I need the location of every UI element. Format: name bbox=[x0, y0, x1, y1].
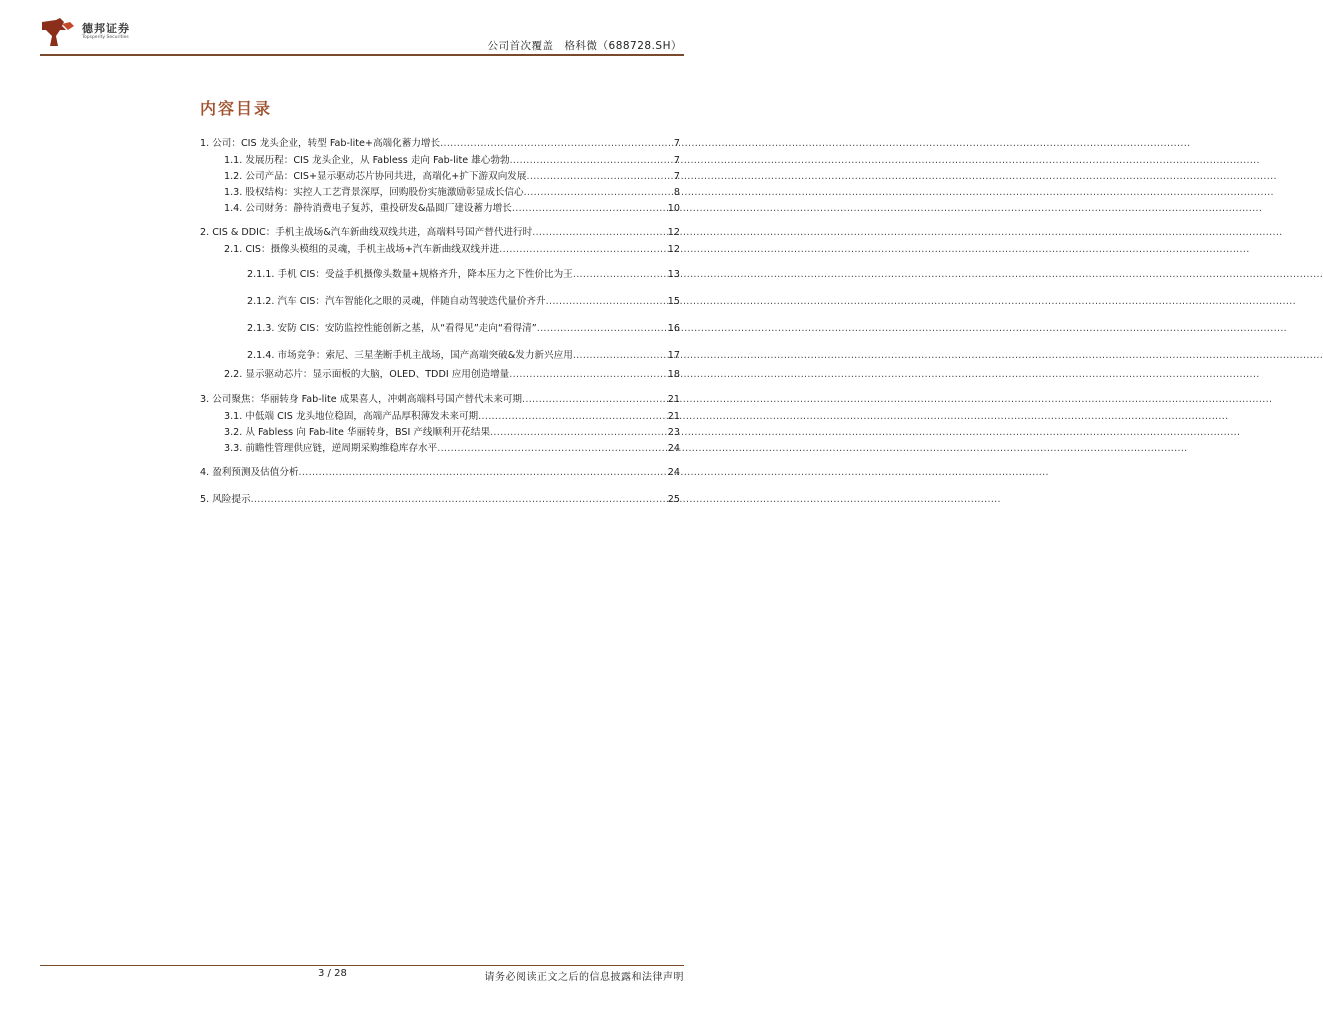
toc-leader-dots bbox=[437, 442, 667, 455]
toc-leader-dots bbox=[573, 349, 667, 362]
toc-entry-page: 23 bbox=[667, 427, 680, 438]
toc-entry[interactable] bbox=[200, 393, 680, 406]
toc-entry-title: 3.2. 从 Fabless 向 Fab-lite 华丽转身，BSI 产线顺利开花结果 bbox=[224, 427, 491, 438]
toc-leader-dots bbox=[524, 186, 673, 199]
company-logo bbox=[40, 16, 150, 48]
toc-entry-title: 2. CIS & DDIC：手机主战场&汽车新曲线双线共进，高端料号国产替代进行时 bbox=[200, 227, 533, 238]
toc-entry[interactable] bbox=[247, 268, 680, 281]
toc-leader-dots bbox=[527, 170, 673, 183]
toc-entry-page: 16 bbox=[667, 323, 680, 334]
toc-leader-dots bbox=[509, 368, 667, 381]
toc-entry-page: 24 bbox=[667, 467, 680, 478]
toc-entry-title: 1.2. 公司产品：CIS+显示驱动芯片协同共进，高端化+扩下游双向发展 bbox=[224, 171, 527, 182]
toc-entry-title: 3.3. 前瞻性管理供应链，逆周期采购维稳库存水平 bbox=[224, 443, 438, 454]
toc-entry-page: 8 bbox=[673, 187, 680, 198]
toc-entry-page: 7 bbox=[673, 155, 680, 166]
toc-entry[interactable] bbox=[224, 154, 680, 167]
toc-entry-title: 2.1. CIS：摄像头模组的灵魂，手机主战场+汽车新曲线双线并进 bbox=[224, 244, 500, 255]
footer-disclaimer: 请务必阅读正文之后的信息披露和法律声明 bbox=[484, 972, 684, 983]
toc-entry-page: 13 bbox=[667, 269, 680, 280]
toc-leader-dots bbox=[499, 243, 667, 256]
page-indicator: 3 / 28 bbox=[318, 968, 347, 979]
toc-entry[interactable] bbox=[247, 349, 680, 362]
logo-company-name: 德邦证券 bbox=[82, 22, 130, 35]
toc-entry[interactable] bbox=[224, 442, 680, 455]
toc-entry-page: 21 bbox=[667, 394, 680, 405]
toc-entry[interactable] bbox=[224, 243, 680, 256]
toc-entry-page: 10 bbox=[667, 203, 680, 214]
toc-leader-dots bbox=[510, 154, 673, 167]
toc-entry-title: 1.4. 公司财务：静待消费电子复苏，重投研发&晶圆厂建设蓄力增长 bbox=[224, 203, 512, 214]
toc-entry-title: 1. 公司：CIS 龙头企业，转型 Fab-lite+高端化蓄力增长 bbox=[200, 138, 441, 149]
toc-entry[interactable] bbox=[224, 186, 680, 199]
toc-title: 内容目录 bbox=[200, 99, 273, 118]
toc-entry-page: 15 bbox=[667, 296, 680, 307]
toc-entry[interactable] bbox=[224, 426, 680, 439]
toc-entry-title: 2.1.2. 汽车 CIS：汽车智能化之眼的灵魂，伴随自动驾驶迭代量价齐升 bbox=[247, 296, 546, 307]
toc-leader-dots bbox=[512, 202, 667, 215]
toc-leader-dots bbox=[546, 295, 667, 308]
toc-entry-title: 1.3. 股权结构：实控人工艺背景深厚，回购股份实施激励彰显成长信心 bbox=[224, 187, 524, 198]
toc-entry[interactable] bbox=[224, 170, 680, 183]
toc-leader-dots bbox=[478, 410, 667, 423]
toc-entry[interactable] bbox=[224, 368, 680, 381]
toc-entry-page: 7 bbox=[673, 138, 680, 149]
toc-entry[interactable] bbox=[200, 137, 680, 150]
toc-entry-page: 7 bbox=[673, 171, 680, 182]
toc-entry-page: 18 bbox=[667, 369, 680, 380]
toc-entry-page: 21 bbox=[667, 411, 680, 422]
toc-entry-title: 1.1. 发展历程：CIS 龙头企业，从 Fabless 走向 Fab-lite 雄心勃勃 bbox=[224, 155, 510, 166]
footer-divider bbox=[40, 965, 684, 966]
toc-leader-dots bbox=[440, 137, 673, 150]
toc-entry[interactable] bbox=[247, 295, 680, 308]
report-info: 公司首次覆盖 格科微（688728.SH） bbox=[487, 40, 682, 52]
toc-entry-title: 2.1.1. 手机 CIS：受益手机摄像头数量+规格齐升，降本压力之下性价比为王 bbox=[247, 269, 573, 280]
toc-entry-title: 5. 风险提示 bbox=[200, 494, 251, 505]
toc-entry-page: 12 bbox=[667, 244, 680, 255]
toc-entry-page: 17 bbox=[667, 350, 680, 361]
toc-entry-page: 12 bbox=[667, 227, 680, 238]
toc-entry-title: 4. 盈利预测及估值分析 bbox=[200, 467, 299, 478]
toc-leader-dots bbox=[490, 426, 667, 439]
logo-mark-icon bbox=[40, 16, 76, 48]
header-divider bbox=[40, 54, 684, 56]
toc-leader-dots bbox=[251, 493, 667, 506]
toc-entry-page: 24 bbox=[667, 443, 680, 454]
toc-entry[interactable] bbox=[200, 466, 680, 479]
logo-company-english-name: Topsperity Securities bbox=[82, 35, 129, 40]
toc-entry[interactable] bbox=[224, 410, 680, 423]
toc-leader-dots bbox=[299, 466, 667, 479]
toc-entry-title: 2.2. 显示驱动芯片：显示面板的大脑，OLED、TDDI 应用创造增量 bbox=[224, 369, 510, 380]
toc-entry-page: 25 bbox=[667, 494, 680, 505]
toc-entry-title: 3.1. 中低端 CIS 龙头地位稳固，高端产品厚积薄发未来可期 bbox=[224, 411, 479, 422]
toc-entry[interactable] bbox=[200, 226, 680, 239]
toc-leader-dots bbox=[537, 322, 667, 335]
toc-leader-dots bbox=[573, 268, 667, 281]
toc-leader-dots bbox=[522, 393, 667, 406]
toc-entry[interactable] bbox=[200, 493, 680, 506]
toc-entry-title: 2.1.4. 市场竞争：索尼、三星垄断手机主战场，国产高端突破&发力新兴应用 bbox=[247, 350, 573, 361]
toc-entry-title: 3. 公司聚焦：华丽转身 Fab-lite 成果喜人，冲刺高端料号国产替代未来可期 bbox=[200, 394, 522, 405]
toc-entry[interactable] bbox=[247, 322, 680, 335]
toc-entry[interactable] bbox=[224, 202, 680, 215]
toc-leader-dots bbox=[532, 226, 667, 239]
toc-entry-title: 2.1.3. 安防 CIS：安防监控性能创新之基，从“看得见”走向“看得清” bbox=[247, 323, 537, 334]
